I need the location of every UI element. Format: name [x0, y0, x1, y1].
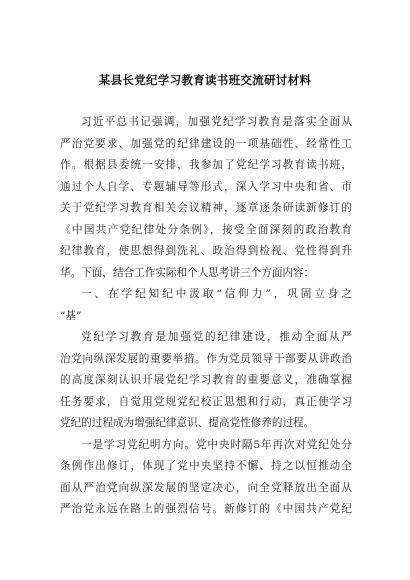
paragraph-line: 严治党要求、加强党的纪律建设的一项基础性、经常性工: [60, 137, 352, 150]
paragraph-line: 一是学习党纪明方向。党中央时隔5年再次对党纪处分: [81, 438, 352, 451]
paragraph-line: 通过个人自学、专题辅导等形式，深入学习中央和省、市: [60, 180, 352, 193]
paragraph-line: 的高度深刻认识开展党纪学习教育的重要意义，准确掌握: [60, 374, 352, 386]
paragraph-line: 作。根据县委统一安排，我参加了党纪学习教育读书班，: [60, 159, 352, 171]
section-heading-line: “基”: [60, 309, 82, 322]
document-body: [60, 112, 352, 521]
paragraph-line: 面从严治党向纵深发展的坚定决心，向全党释放出全面从: [60, 481, 352, 494]
document-title: 某县长党纪学习教育读书班交流研讨材料: [98, 73, 312, 87]
paragraph-line: 华。下面，结合工作实际和个人思考讲三个方面内容：: [60, 266, 315, 279]
paragraph-line: 任务要求，自觉用党规党纪校正思想和行动，真正使学习: [60, 395, 352, 408]
paragraph-line: 纪律教育，使思想得到洗礼、政治得到检视、党性得到升: [60, 245, 352, 257]
paragraph-line: 习近平总书记强调，加强党纪学习教育是落实全面从: [81, 116, 352, 128]
paragraph-line: 治党向纵深发展的重要举措。作为党员领导干部要从讲政治: [60, 352, 352, 365]
paragraph-line: 《中国共产党纪律处分条例》，接受全面深刻的政治教育: [60, 223, 352, 236]
paragraph-line: 严治党永远在路上的强烈信号。新修订的《中国共产党纪: [60, 503, 352, 515]
paragraph-line: 党纪学习教育是加强党的纪律建设，推动全面从严: [81, 331, 352, 343]
paragraph-line: 条例作出修订，体现了党中央坚持不懈、持之以恒推动全: [60, 460, 352, 472]
paragraph-line: 党纪的过程成为增强纪律意识、提高党性修养的过程。: [60, 417, 315, 429]
paragraph-line: 关于党纪学习教育相关会议精神，逐章逐条研读新修订的: [60, 202, 352, 214]
section-heading-line: 一、在学纪知纪中汲取“信仰力”，巩固立身之: [81, 288, 352, 300]
